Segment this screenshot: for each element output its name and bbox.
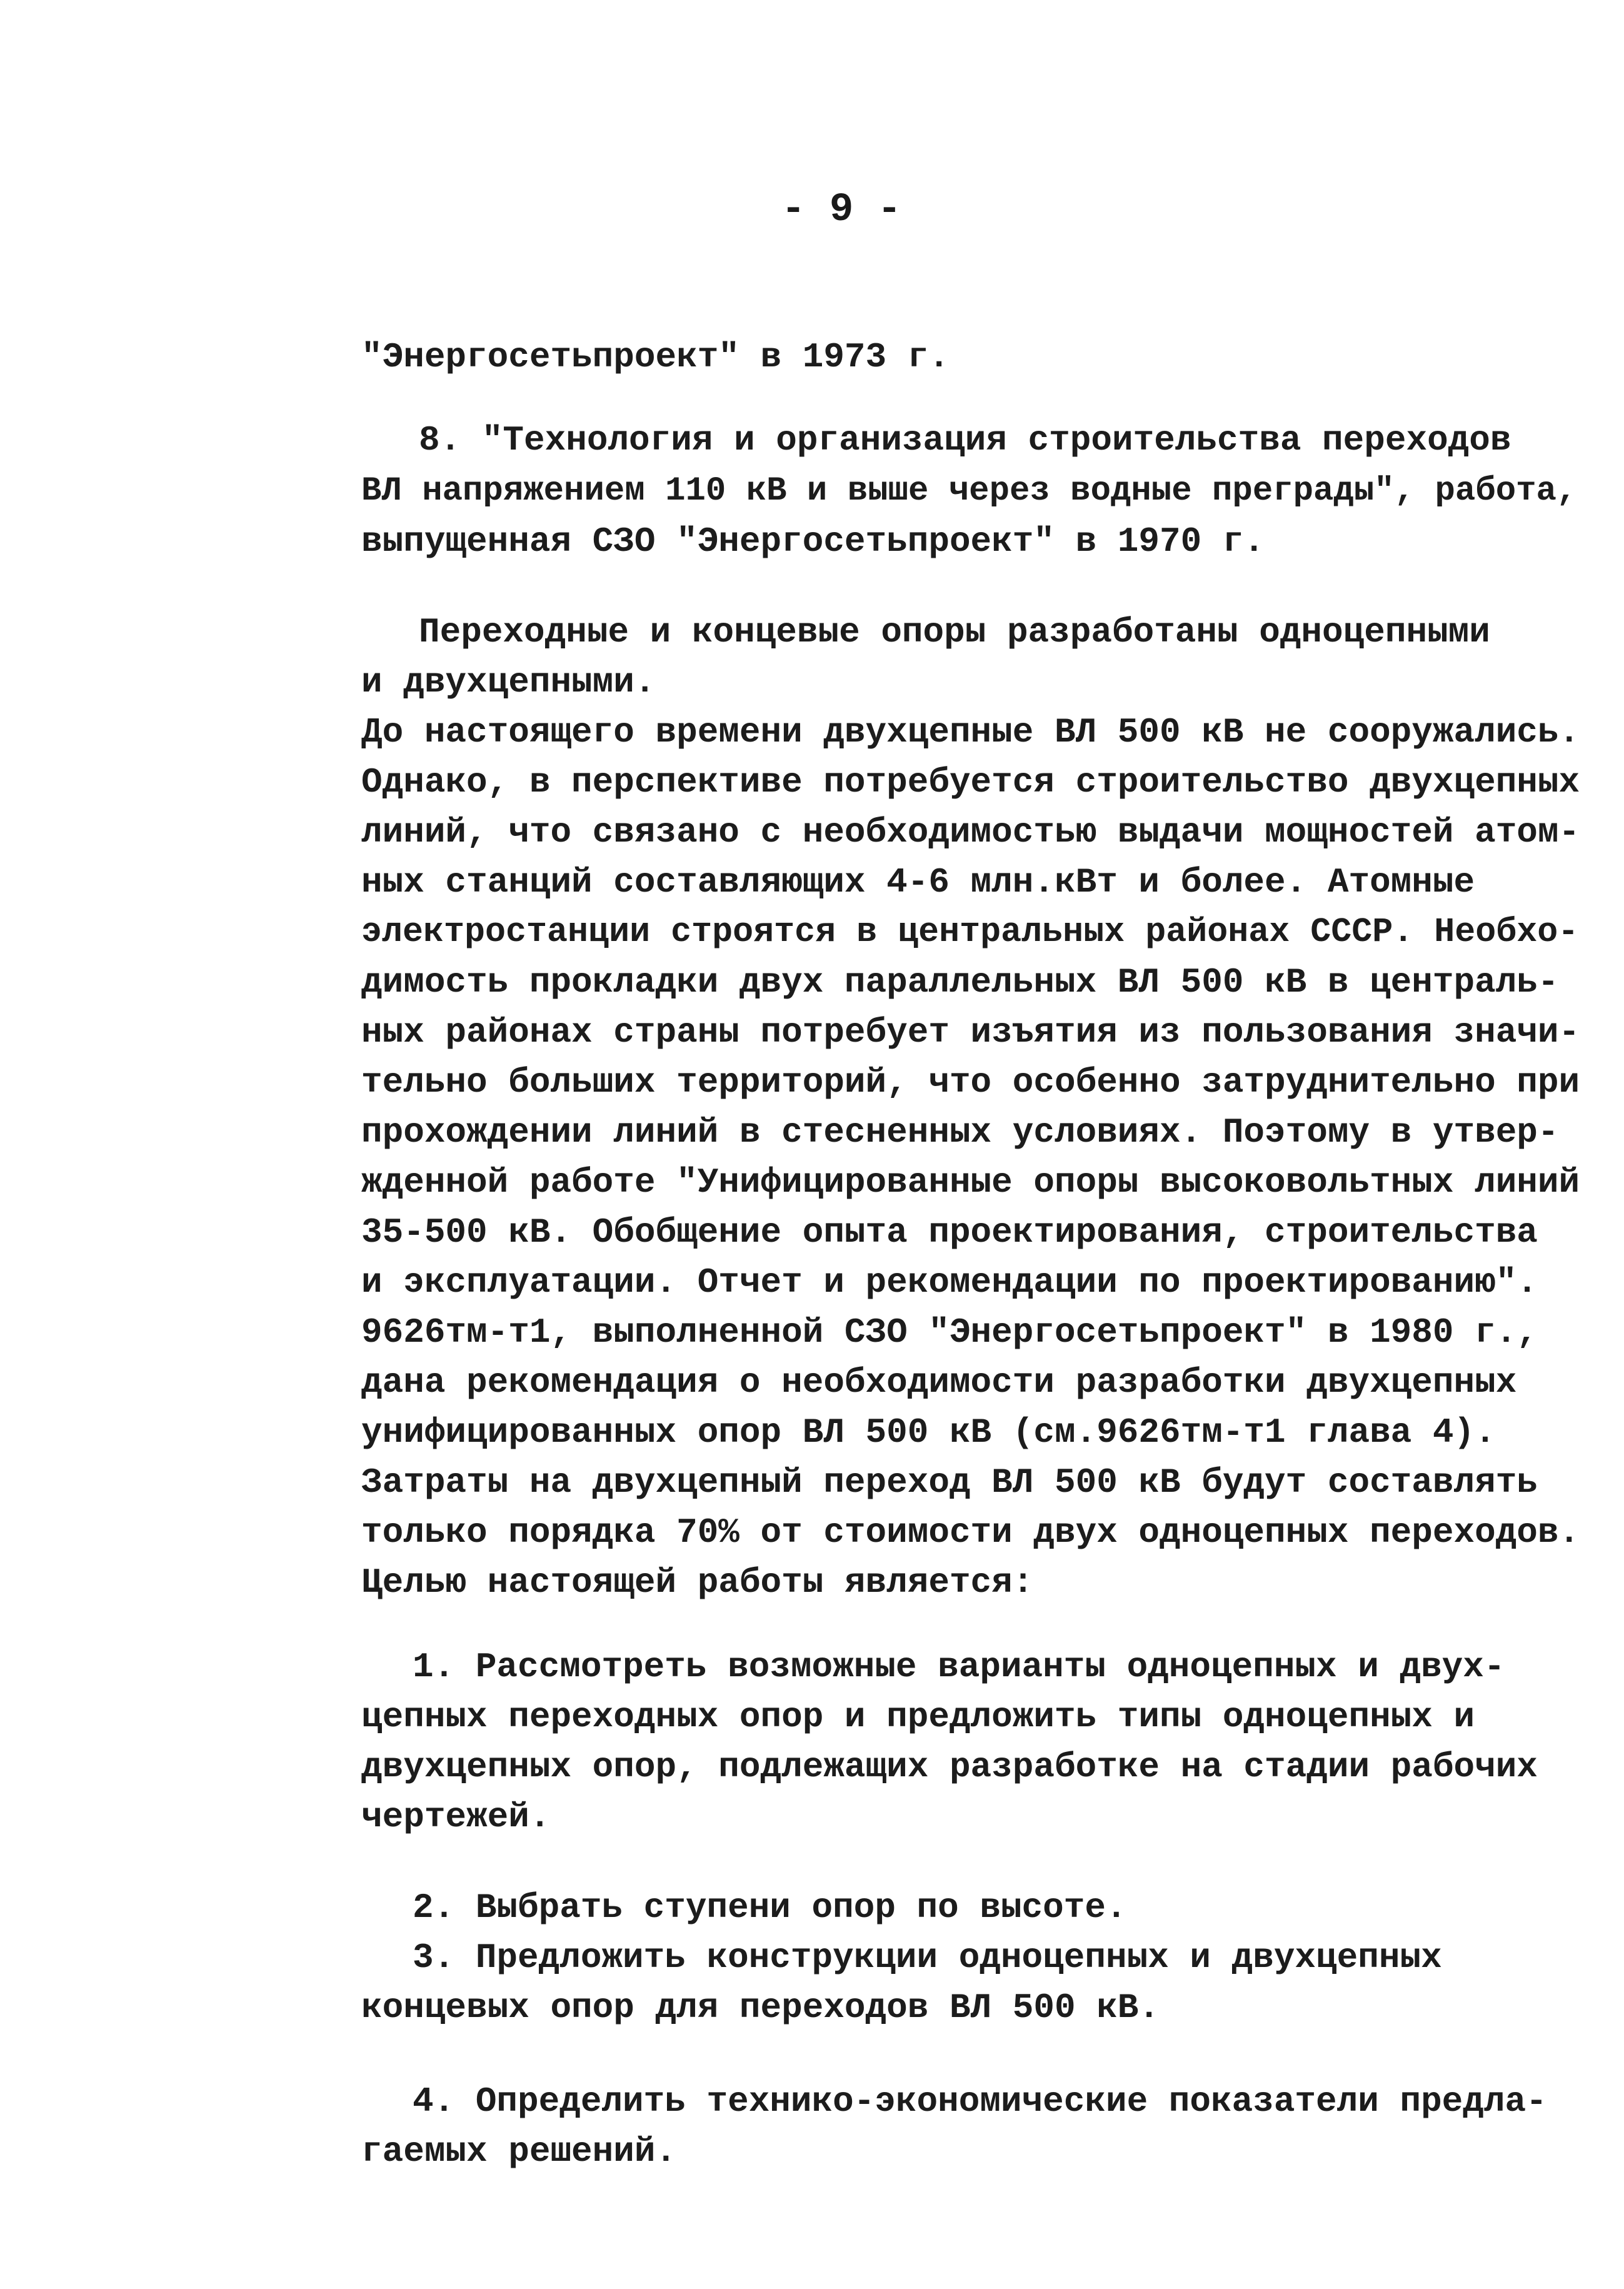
body-line-20: Целью настоящей работы является: — [361, 1562, 1034, 1602]
body-line-2: и двухцепными. — [361, 662, 656, 702]
reference-8-line-1: 8. "Технология и организация строительства переходов — [419, 420, 1511, 460]
goal-3-line-2: концевых опор для переходов ВЛ 500 кВ. — [361, 1988, 1160, 2028]
body-line-3: До настоящего времени двухцепные ВЛ 500 кВ не сооружались. — [361, 712, 1580, 752]
reference-8-line-3: выпущенная СЗО "Энергосетьпроект" в 1970 г. — [361, 521, 1265, 561]
body-line-15: 9626тм-т1, выполненной СЗО "Энергосетьпроект" в 1980 г., — [361, 1312, 1538, 1352]
body-line-1: Переходные и концевые опоры разработаны одноцепными — [419, 612, 1490, 652]
body-line-9: ных районах страны потребует изъятия из пользования значи- — [361, 1012, 1580, 1052]
body-line-12: жденной работе "Унифицированные опоры высоковольтных линий — [361, 1162, 1580, 1202]
reference-tail: "Энергосетьпроект" в 1973 г. — [361, 337, 950, 377]
body-line-7: электростанции строятся в центральных районах СССР. Необхо- — [361, 912, 1579, 952]
body-line-4: Однако, в перспективе потребуется строительство двухцепных — [361, 762, 1580, 802]
goal-4-line-2: гаемых решений. — [361, 2131, 677, 2171]
goal-2: 2. Выбрать ступени опор по высоте. — [413, 1888, 1127, 1928]
body-line-17: унифицированных опор ВЛ 500 кВ (см.9626тм-т1 глава 4). — [361, 1412, 1496, 1452]
body-line-6: ных станций составляющих 4-6 млн.кВт и более. Атомные — [361, 862, 1475, 902]
body-line-5: линий, что связано с необходимостью выдачи мощностей атом- — [361, 812, 1580, 852]
body-line-13: 35-500 кВ. Обобщение опыта проектирования, строительства — [361, 1212, 1538, 1252]
body-line-14: и эксплуатации. Отчет и рекомендации по проектированию". — [361, 1262, 1538, 1302]
body-line-10: тельно больших территорий, что особенно затруднительно при — [361, 1062, 1580, 1102]
goal-1-line-4: чертежей. — [361, 1797, 551, 1837]
body-line-16: дана рекомендация о необходимости разработки двухцепных — [361, 1362, 1517, 1402]
reference-8-line-2: ВЛ напряжением 110 кВ и выше через водные преграды", работа, — [361, 472, 1577, 510]
body-line-11: прохождении линий в стесненных условиях. Поэтому в утвер- — [361, 1112, 1559, 1152]
page-number: - 9 - — [781, 188, 902, 233]
goal-4-line-1: 4. Определить технико-экономические показатели предла- — [413, 2081, 1547, 2121]
body-line-8: димость прокладки двух параллельных ВЛ 500 кВ в централь- — [361, 962, 1559, 1002]
body-line-19: только порядка 70% от стоимости двух одноцепных переходов. — [361, 1512, 1580, 1552]
goal-1-line-1: 1. Рассмотреть возможные варианты одноцепных и двух- — [413, 1647, 1505, 1687]
goal-1-line-2: цепных переходных опор и предложить типы одноцепных и — [361, 1697, 1475, 1737]
goal-1-line-3: двухцепных опор, подлежащих разработке на стадии рабочих — [361, 1747, 1538, 1787]
body-line-18: Затраты на двухцепный переход ВЛ 500 кВ будут составлять — [361, 1462, 1538, 1502]
goal-3-line-1: 3. Предложить конструкции одноцепных и двухцепных — [413, 1938, 1442, 1978]
